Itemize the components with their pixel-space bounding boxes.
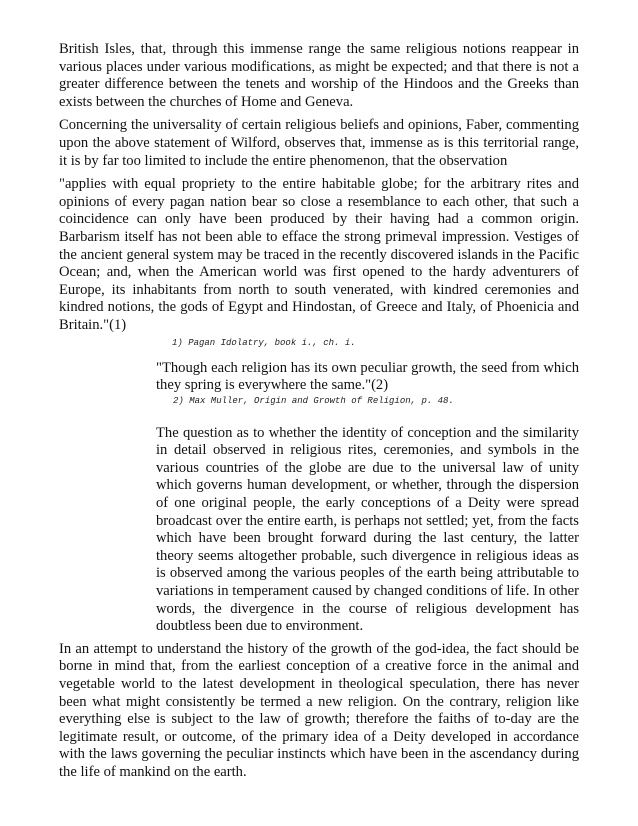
quotation-max-muller: "Though each religion has its own peculiar growth, the seed from which they spring is everywhere the same."(2) (156, 359, 579, 394)
paragraph-faber: Concerning the universality of certain religious beliefs and opinions, Faber, commenting upon the above statement of Wilford, observes that, immense as is this territorial range, it is by far too limited to include the entire phenomenon, that the observation (59, 117, 579, 169)
quotation-faber: "applies with equal propriety to the entire habitable globe; for the arbitrary rites and opinions of every pagan nation bear so close a resemblance to each other, that such a coincidence can only have been produced by their having had a common origin. Barbarism itself has not been able to efface the strong primeval impression. Vestiges of the ancient general system may be traced in the recently discovered islands in the Pacific Ocean; and, when the American world was first opened to the hardy adventurers of Europe, its inhabitants from north to south venerated, with kindred ceremonies and kindred notions, the gods of Egypt and Hindostan, of Greece and Italy, of Phoenicia and Britain."(1) (59, 176, 579, 333)
paragraph-british-isles: British Isles, that, through this immense range the same religious notions reappear in various places under various modifications, as might be expected; and that there is not a greater difference between the tenets and worship of the Hindoos and the Greeks than exists between the churches of Home and Geneva. (59, 41, 579, 110)
indented-block (156, 360, 579, 636)
paragraph-god-idea: In an attempt to understand the history of the growth of the god-idea, the fact should be borne in mind that, from the earliest conception of a creative force in the animal and vegetable world to the latest development in theological speculation, there has never been what might consistently be termed a new religion. On the contrary, religion like everything else is subject to the law of growth; therefore the faiths of to-day are the legitimate result, or outcome, of the primary idea of a Deity developed in accordance with the laws governing the peculiar instincts which have been in the ascendancy during the life of mankind on the earth. (59, 640, 579, 780)
footnote-1: 1) Pagan Idolatry, book i., ch. i. (172, 337, 356, 348)
paragraph-identity-of-conception: The question as to whether the identity of conception and the similarity in detail observed in religious rites, ceremonies, and symbols in the various countries of the globe are due to the universal law of unity which governs human development, or whether, through the dispersion of one original people, the early conceptions of a Deity were spread broadcast over the entire earth, is perhaps not settled; yet, from the facts which have been brought forward during the last century, the latter theory seems altogether probable, such divergence in religious ideas as is observed among the various peoples of the earth being attributable to variations in temperament caused by changed conditions of life. In other words, the divergence in the course of religious development has doubtless been due to environment. (156, 424, 579, 635)
footnote-2: 2) Max Muller, Origin and Growth of Religion, p. 48. (173, 395, 454, 406)
